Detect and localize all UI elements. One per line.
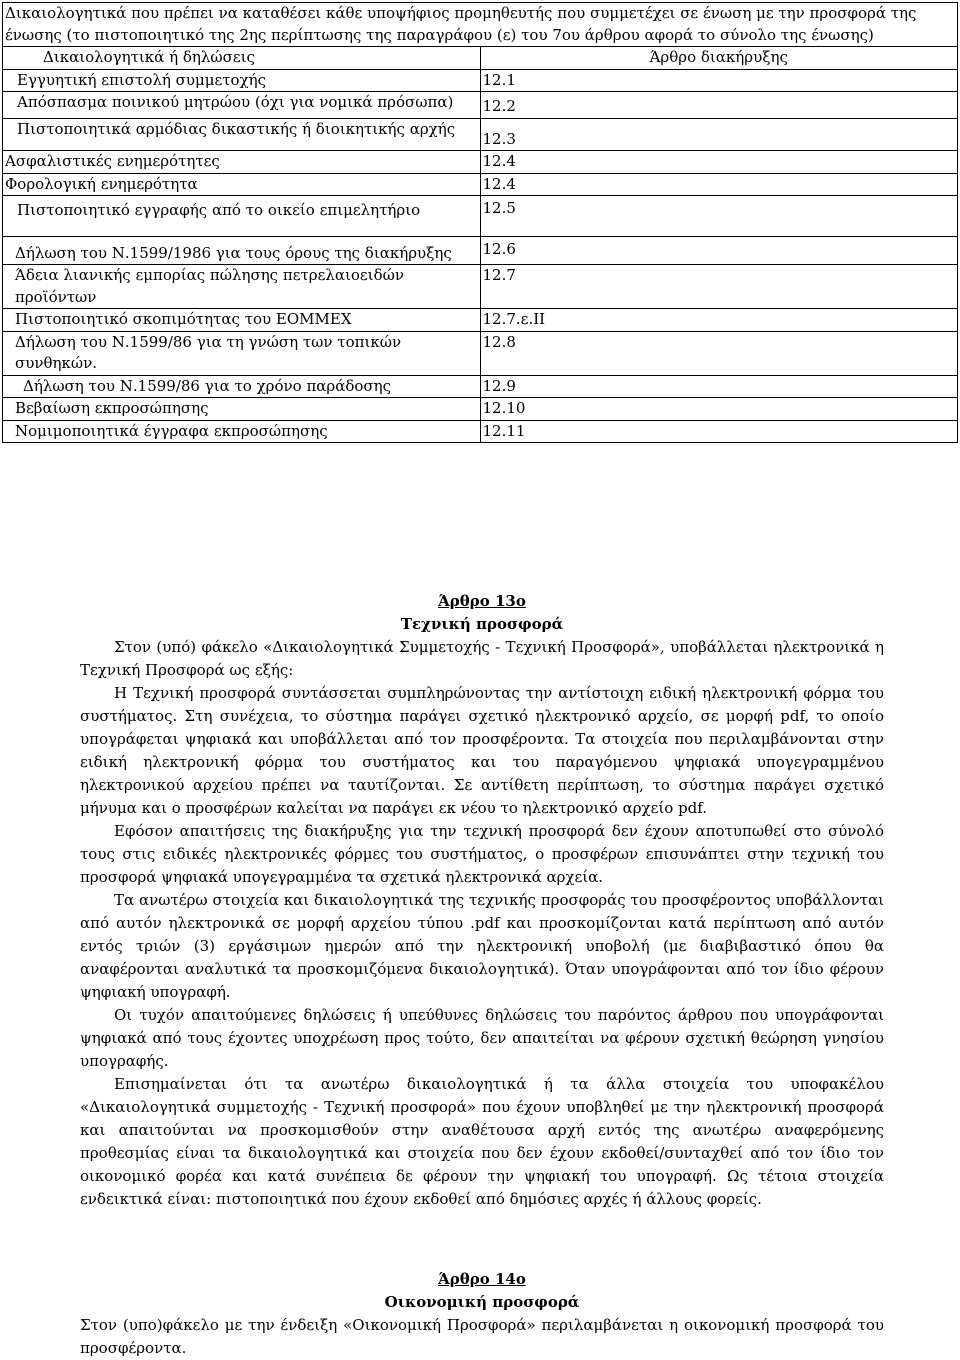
table-row: [3, 151, 958, 174]
article-13-paragraph: Η Τεχνική προσφορά συντάσσεται συμπληρώνοντας την αντίστοιχη ειδική ηλεκτρονική φόρμα του συστήματος. Στη συνέχεια, το σύστημα παράγει σχετικό ηλεκτρονικό αρχείο, σε μορφή pdf, το οποίο υπογράφεται ψηφιακά και υποβάλλεται από τον προσφέροντα. Τα στοιχεία που περιλαμβάνονται στην ειδική ηλεκτρονική φόρμα του συστήματος και του παραγόμενου ψηφιακά υπογεγραμμένου ηλεκτρονικού αρχείου πρέπει να ταυτίζονται. Σε αντίθετη περίπτωση, το σύστημα παράγει σχετικό μήνυμα και ο προσφέρων καλείται να παράγει εκ νέου το ηλεκτρονικό αρχείο pdf.: [80, 684, 884, 817]
article-14-title: Άρθρο 14ο: [438, 1270, 526, 1288]
article-14-subtitle: Οικονομική προσφορά: [384, 1293, 580, 1311]
documents-table: [2, 2, 958, 443]
row-article: 12.2: [480, 92, 958, 119]
row-article: 12.7.ε.ΙΙ: [480, 309, 958, 332]
row-doc: Άδεια λιανικής εμπορίας πώλησης πετρελαιοειδών προϊόντων: [3, 265, 481, 309]
row-doc: Νομιμοποιητικά έγγραφα εκπροσώπησης: [3, 420, 481, 443]
table-row: [3, 173, 958, 196]
row-article: 12.4: [480, 173, 958, 196]
table-header-article: Άρθρο διακήρυξης: [480, 47, 958, 70]
row-doc: Πιστοποιητικό σκοπιμότητας του ΕΟΜΜΕΧ: [3, 309, 481, 332]
article-13-paragraph: Τα ανωτέρω στοιχεία και δικαιολογητικά της τεχνικής προσφοράς του προσφέροντος υποβάλλονται από αυτόν ηλεκτρονικά σε μορφή αρχείου τύπου .pdf και προσκομίζονται κατά περίπτωση από αυτόν εντός τριών (3) εργάσιμων ημερών από την ηλεκτρονική υποβολή (με διαβιβαστικό όπου θα αναφέρονται αναλυτικά τα προσκομιζόμενα δικαιολογητικά). Όταν υπογράφονται από τον ίδιο φέρουν ψηφιακή υπογραφή.: [80, 891, 884, 1001]
row-article: 12.1: [480, 69, 958, 92]
table-row: [3, 420, 958, 443]
row-doc: Πιστοποιητικά αρμόδιας δικαστικής ή διοικητικής αρχής: [3, 118, 481, 151]
table-row: [3, 398, 958, 421]
row-doc: Δήλωση του Ν.1599/86 για τη γνώση των τοπικών συνθηκών.: [3, 331, 481, 375]
table-row: [3, 265, 958, 309]
row-article: 12.9: [480, 375, 958, 398]
row-article: 12.10: [480, 398, 958, 421]
row-doc: Εγγυητική επιστολή συμμετοχής: [3, 69, 481, 92]
row-doc: Πιστοποιητικό εγγραφής από το οικείο επιμελητήριο: [3, 196, 481, 237]
table-row: [3, 375, 958, 398]
row-doc: Δήλωση του Ν.1599/1986 για τους όρους της διακήρυξης: [3, 236, 481, 265]
article-14-section: [80, 1268, 884, 1360]
row-article: 12.6: [480, 236, 958, 265]
article-13-section: [80, 590, 884, 1211]
table-header-documents: Δικαιολογητικά ή δηλώσεις: [3, 47, 481, 70]
article-13-paragraph: Εφόσον απαιτήσεις της διακήρυξης για την τεχνική προσφορά δεν έχουν αποτυπωθεί στο σύνολό τους στις ειδικές ηλεκτρονικές φόρμες του συστήματος, ο προσφέρων επισυνάπτει στην τεχνική του προσφορά ψηφιακά υπογεγραμμένα τα σχετικά ηλεκτρονικά αρχεία.: [80, 822, 884, 886]
row-article: 12.8: [480, 331, 958, 375]
row-article: 12.11: [480, 420, 958, 443]
table-row: [3, 69, 958, 92]
table-row: [3, 92, 958, 119]
row-doc: Φορολογική ενημερότητα: [3, 173, 481, 196]
row-doc: Απόσπασμα ποινικού μητρώου (όχι για νομικά πρόσωπα): [3, 92, 481, 119]
row-doc: Βεβαίωση εκπροσώπησης: [3, 398, 481, 421]
row-doc: Ασφαλιστικές ενημερότητες: [3, 151, 481, 174]
table-intro: Δικαιολογητικά που πρέπει να καταθέσει κάθε υποψήφιος προμηθευτής που συμμετέχει σε ένωση με την προσφορά της ένωσης (το πιστοποιητικό της 2ης περίπτωσης της παραγράφου (ε) του 7ου άρθρου αφορά το σύνολο της ένωσης): [3, 3, 958, 47]
article-13-paragraph: Στον (υπό) φάκελο «Δικαιολογητικά Συμμετοχής - Τεχνική Προσφορά», υποβάλλεται ηλεκτρονικά η Τεχνική Προσφορά ως εξής:: [80, 638, 884, 679]
row-article: 12.7: [480, 265, 958, 309]
article-14-paragraph: Στον (υπο)φάκελο με την ένδειξη «Οικονομική Προσφορά» περιλαμβάνεται η οικονομική προσφορά του προσφέροντα.: [80, 1316, 884, 1357]
article-13-title: Άρθρο 13ο: [438, 592, 526, 610]
row-article: 12.5: [480, 196, 958, 237]
table-row: [3, 309, 958, 332]
row-doc: Δήλωση του Ν.1599/86 για το χρόνο παράδοσης: [3, 375, 481, 398]
row-article: 12.4: [480, 151, 958, 174]
article-13-subtitle: Τεχνική προσφορά: [400, 615, 564, 633]
row-article: 12.3: [480, 118, 958, 151]
article-13-paragraph: Επισημαίνεται ότι τα ανωτέρω δικαιολογητικά ή τα άλλα στοιχεία του υποφακέλου «Δικαιολογητικά συμμετοχής - Τεχνική προσφορά» που έχουν υποβληθεί με την ηλεκτρονική προσφορά και απαιτούνται να προσκομισθούν στην αναθέτουσα αρχή εντός της ανωτέρω αναφερόμενης προθεσμίας είναι τα δικαιολογητικά και στοιχεία που δεν έχουν εκδοθεί/συνταχθεί από τον ίδιο τον οικονομικό φορέα και κατά συνέπεια δε φέρουν την ψηφιακή του υπογραφή. Ως τέτοια στοιχεία ενδεικτικά είναι: πιστοποιητικά που έχουν εκδοθεί από δημόσιες αρχές ή άλλους φορείς.: [80, 1075, 884, 1208]
table-row: [3, 118, 958, 151]
table-row: [3, 236, 958, 265]
table-row: [3, 331, 958, 375]
table-row: [3, 196, 958, 237]
article-13-paragraph: Οι τυχόν απαιτούμενες δηλώσεις ή υπεύθυνες δηλώσεις του παρόντος άρθρου που υπογράφονται ψηφιακά από τους έχοντες υποχρέωση προς τούτο, δεν απαιτείται να φέρουν σχετική θεώρηση γνησίου υπογραφής.: [80, 1006, 884, 1070]
